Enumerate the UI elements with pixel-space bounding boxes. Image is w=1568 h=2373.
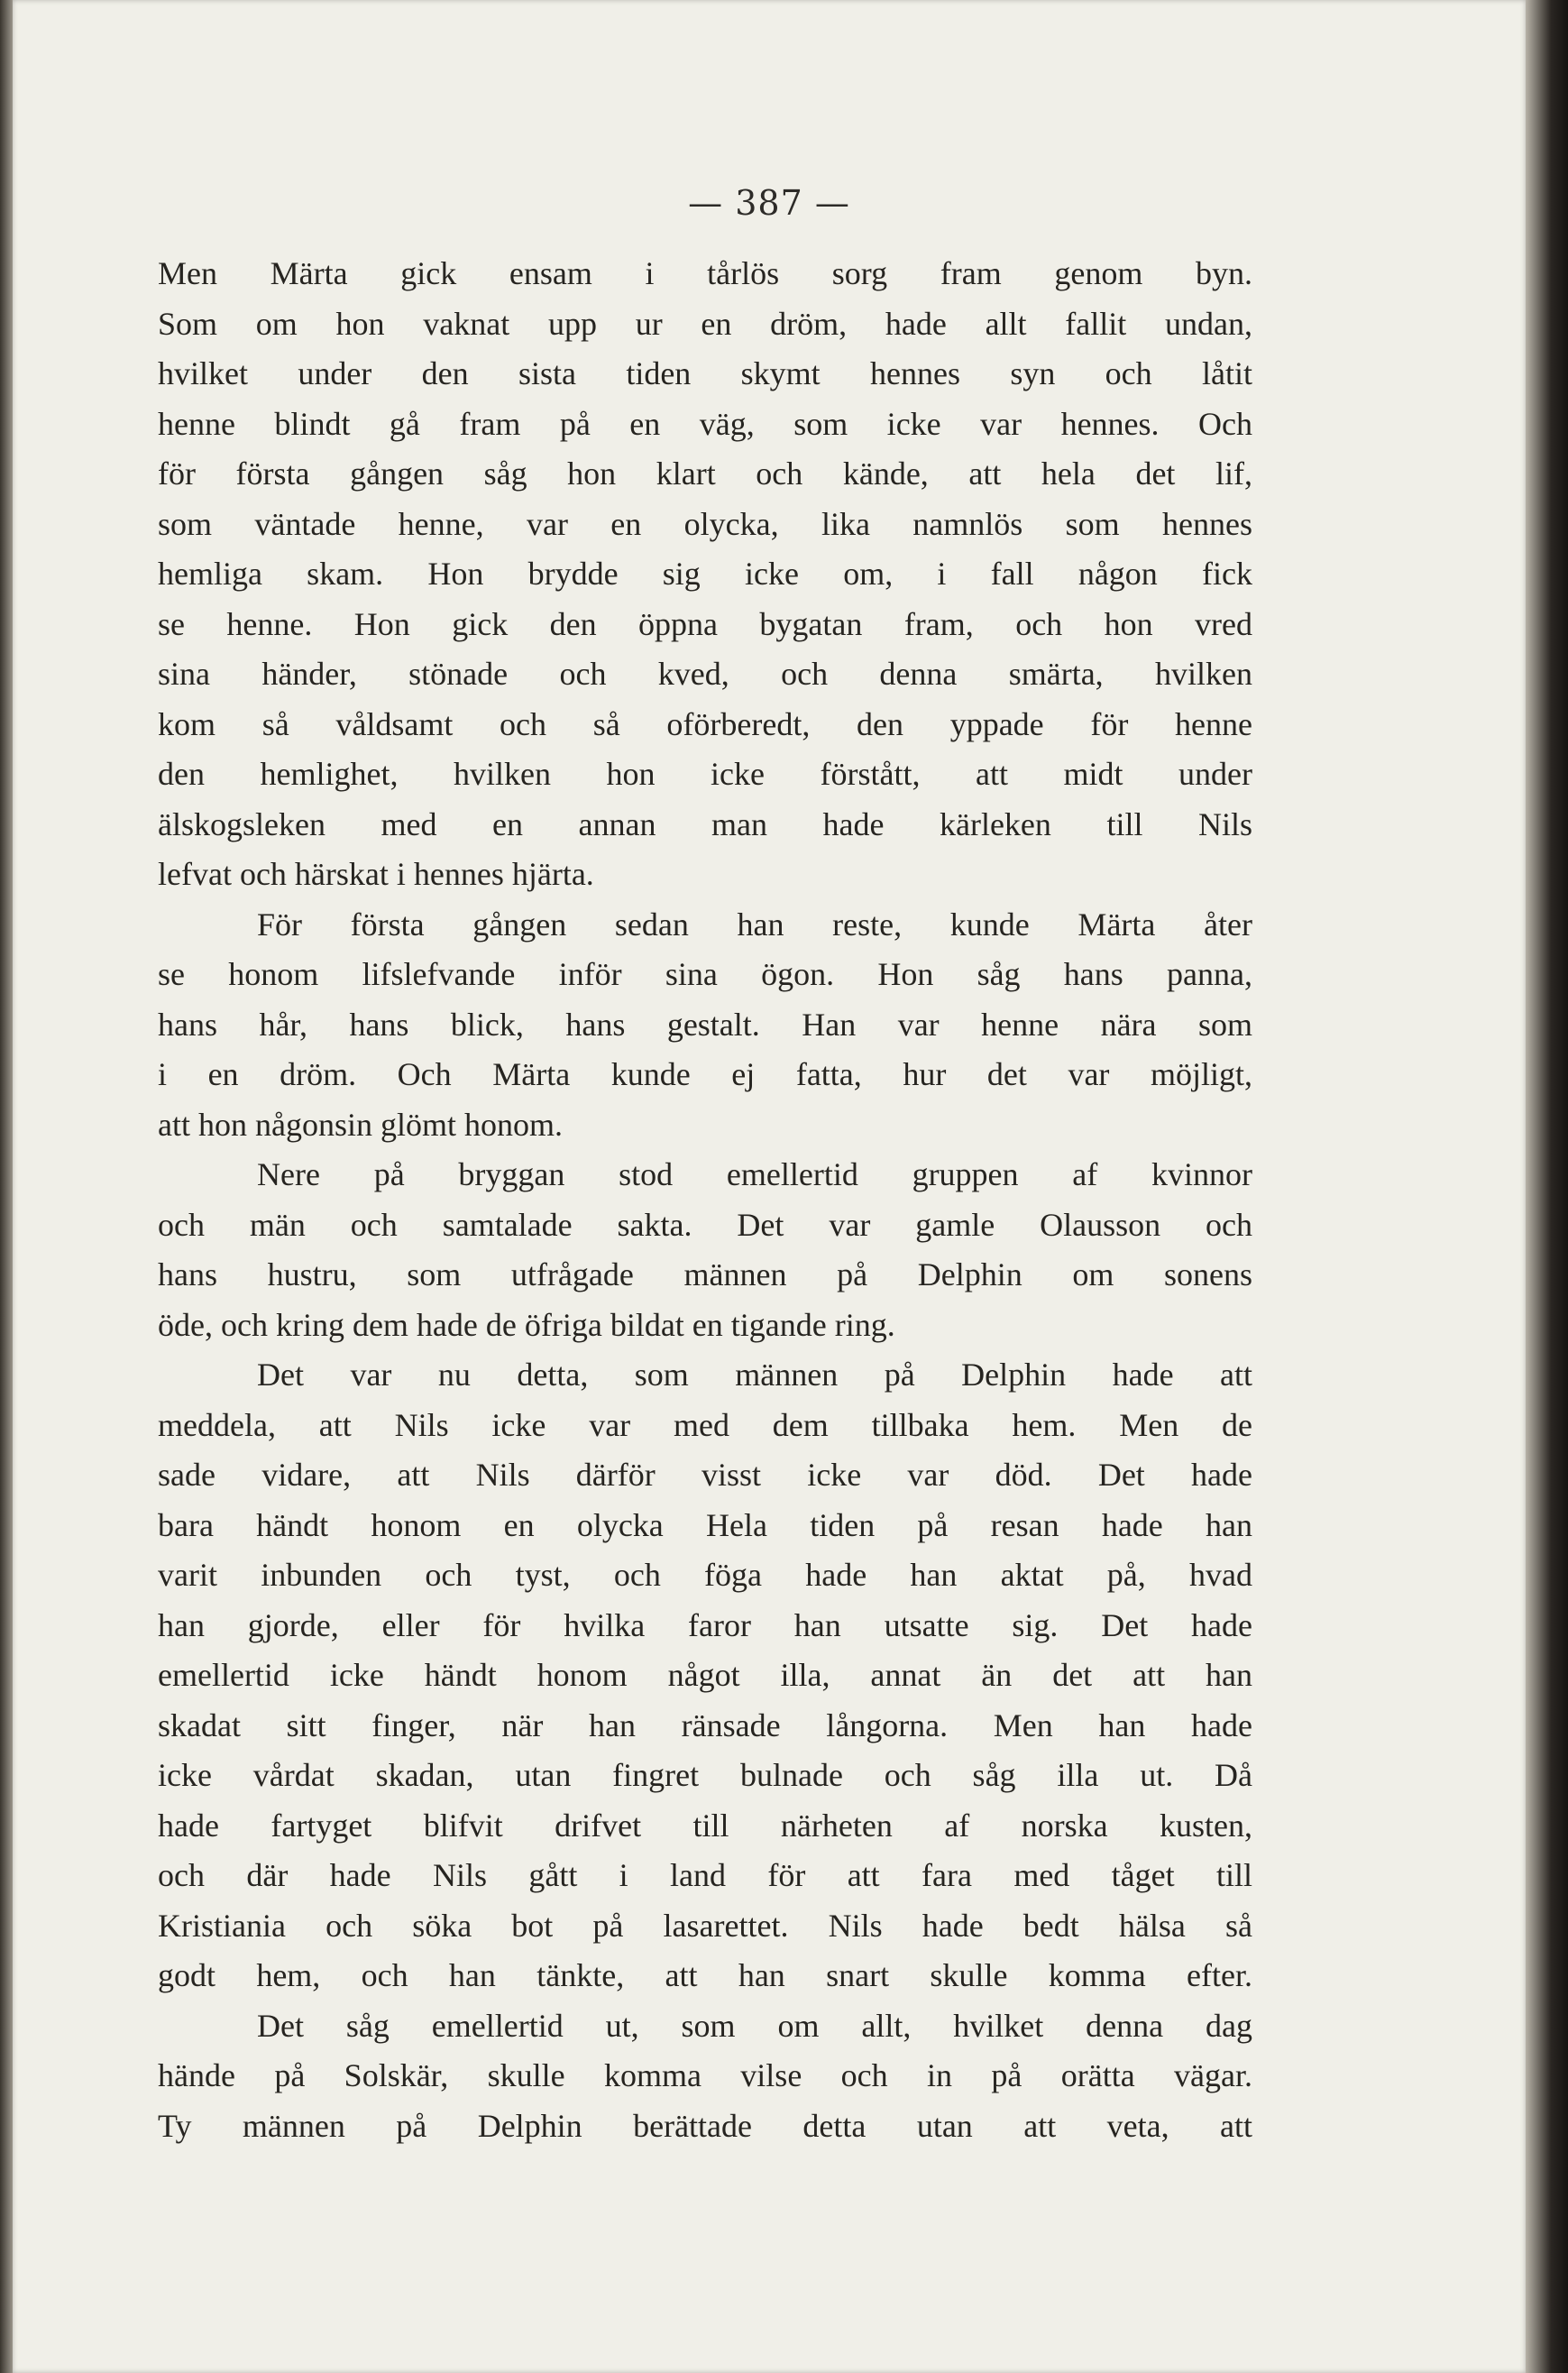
text-line: se honom lifslefvande inför sina ögon. Hon såg hans panna,	[158, 956, 1252, 992]
text-line: han gjorde, eller för hvilka faror han utsatte sig. Det hade	[158, 1606, 1252, 1643]
text-line: hände på Solskär, skulle komma vilse och in på orätta vägar.	[158, 2057, 1252, 2093]
text-line: Men Märta gick ensam i tårlös sorg fram genom byn.	[158, 255, 1252, 291]
text-line: sina händer, stönade och kved, och denna smärta, hvilken	[158, 656, 1252, 692]
text-line: Ty männen på Delphin berättade detta utan att veta, att	[158, 2107, 1252, 2144]
text-line: emellertid icke händt honom något illa, annat än det att han	[158, 1657, 1252, 1693]
text-line: bara händt honom en olycka Hela tiden på resan hade han	[158, 1506, 1252, 1543]
text-line: Det var nu detta, som männen på Delphin hade att	[257, 1357, 1252, 1393]
text-line: i en dröm. Och Märta kunde ej fatta, hur det var möjligt,	[158, 1056, 1252, 1092]
text-line: öde, och kring dem hade de öfriga bildat en tigande ring.	[158, 1306, 895, 1343]
body-text	[158, 249, 1252, 2151]
text-line: hade fartyget blifvit drifvet till närheten af norska kusten,	[158, 1807, 1252, 1844]
text-line: hemliga skam. Hon brydde sig icke om, i fall någon fick	[158, 556, 1252, 592]
text-line: för första gången såg hon klart och kände, att hela det lif,	[158, 455, 1252, 492]
text-line: varit inbunden och tyst, och föga hade han aktat på, hvad	[158, 1557, 1252, 1593]
text-line: hans hår, hans blick, hans gestalt. Han var henne nära som	[158, 1006, 1252, 1043]
text-line: meddela, att Nils icke var med dem tillbaka hem. Men de	[158, 1406, 1252, 1443]
text-line: sade vidare, att Nils därför visst icke var död. Det hade	[158, 1457, 1252, 1493]
text-line: godt hem, och han tänkte, att han snart skulle komma efter.	[158, 1957, 1252, 1993]
text-line: och där hade Nils gått i land för att fara med tåget till	[158, 1857, 1252, 1893]
text-line: För första gången sedan han reste, kunde Märta åter	[257, 906, 1252, 943]
book-page	[13, 0, 1526, 2373]
page-right-edge	[1526, 0, 1568, 2373]
text-line: som väntade henne, var en olycka, lika namnlös som hennes	[158, 505, 1252, 542]
text-line: Det såg emellertid ut, som om allt, hvilket denna dag	[257, 2007, 1252, 2044]
text-line: lefvat och härskat i hennes hjärta.	[158, 856, 594, 892]
text-line: hans hustru, som utfrågade männen på Delphin om sonens	[158, 1256, 1252, 1292]
text-line: Nere på bryggan stod emellertid gruppen af kvinnor	[257, 1156, 1252, 1192]
text-line: och män och samtalade sakta. Det var gamle Olausson och	[158, 1206, 1252, 1243]
text-line: Som om hon vaknat upp ur en dröm, hade allt fallit undan,	[158, 305, 1252, 342]
text-line: henne blindt gå fram på en väg, som icke var hennes. Och	[158, 405, 1252, 442]
text-line: se henne. Hon gick den öppna bygatan fram, och hon vred	[158, 605, 1252, 642]
text-line: att hon någonsin glömt honom.	[158, 1106, 563, 1143]
page-left-edge	[0, 0, 13, 2373]
text-line: hvilket under den sista tiden skymt hennes syn och låtit	[158, 355, 1252, 391]
page-number: — 387 —	[688, 183, 850, 223]
text-line: den hemlighet, hvilken hon icke förstått, att midt under	[158, 756, 1252, 792]
text-line: älskogsleken med en annan man hade kärleken till Nils	[158, 805, 1252, 842]
text-line: icke vårdat skadan, utan fingret bulnade och såg illa ut. Då	[158, 1757, 1252, 1793]
text-line: Kristiania och söka bot på lasarettet. Nils hade bedt hälsa så	[158, 1907, 1252, 1944]
text-line: skadat sitt finger, när han ränsade långorna. Men han hade	[158, 1706, 1252, 1743]
text-line: kom så våldsamt och så oförberedt, den yppade för henne	[158, 705, 1252, 742]
